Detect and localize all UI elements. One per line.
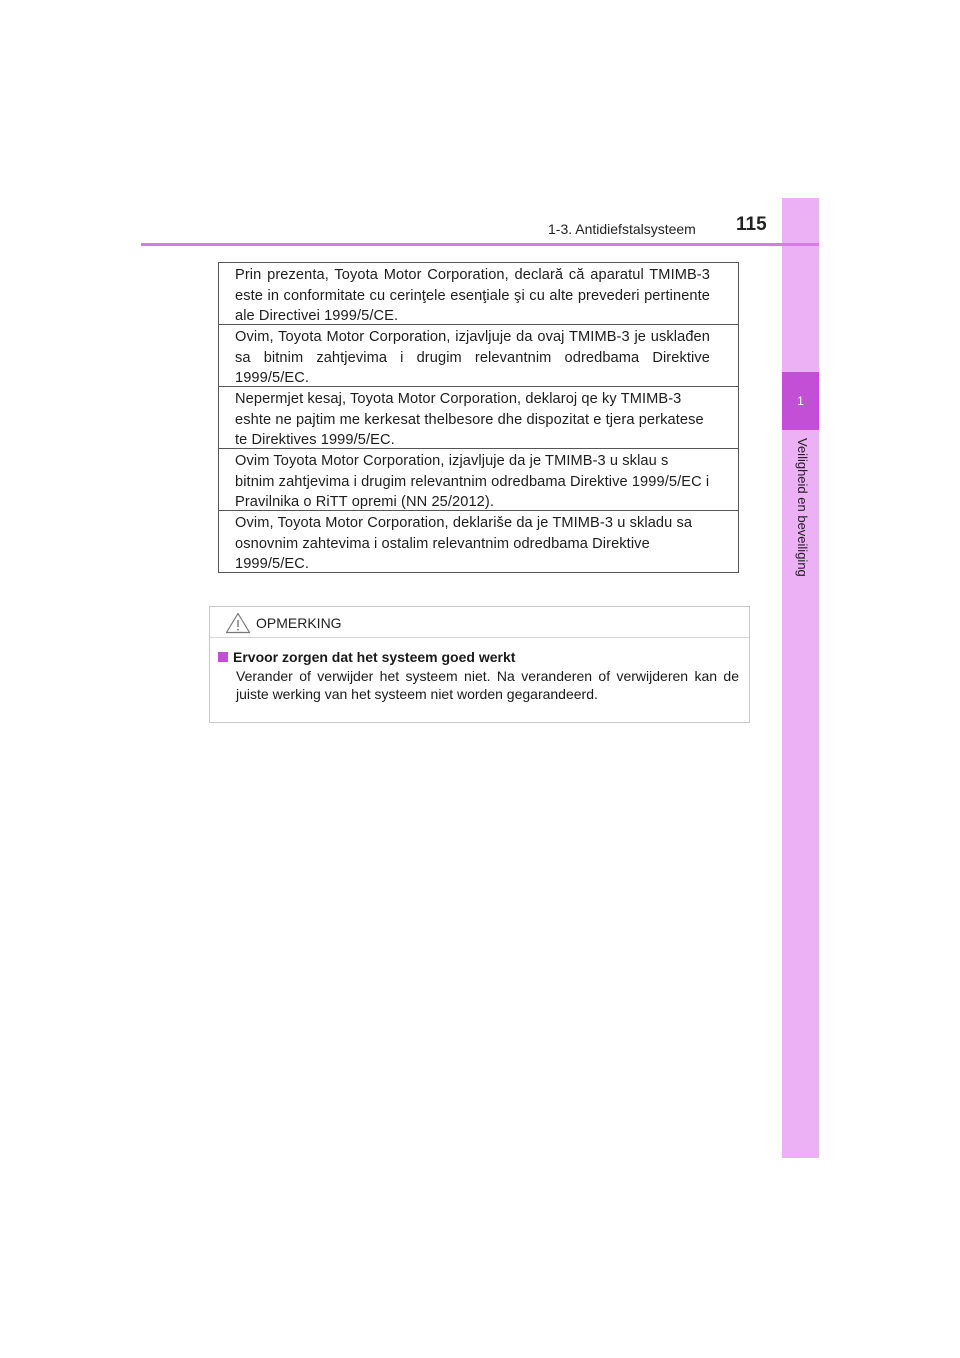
chapter-label: Veiligheid en beveiliging xyxy=(795,438,810,577)
notice-heading xyxy=(218,649,739,665)
chapter-number-box xyxy=(782,372,819,430)
warning-triangle-icon xyxy=(225,612,251,634)
notice-text: Verander of verwijder het systeem niet. Na veranderen of verwijderen kan de juiste werking van het systeem niet worden gegarandeerd. xyxy=(236,668,739,702)
declaration-bosnian: Ovim, Toyota Motor Corporation, izjavljuje da ovaj TMIMB-3 je usklađen sa bitnim zahtjevima i drugim relevantnim odredbama Direktive 1999/5/EC. xyxy=(219,325,738,387)
notice-body xyxy=(210,638,749,703)
chapter-label-container xyxy=(782,438,819,738)
page-number: 115 xyxy=(736,214,767,235)
declaration-croatian: Ovim Toyota Motor Corporation, izjavljuje da je TMIMB-3 u sklau s bitnim zahtjevima i drugim relevantnim odredbama Direktive 1999/5/EC i Pravilnika o RiTT opremi (NN 25/2012). xyxy=(219,449,738,511)
declaration-albanian: Nepermjet kesaj, Toyota Motor Corporation, deklaroj qe ky TMIMB-3 eshte ne pajtim me kerkesat thelbesore dhe dispozitat e tjera perkatese te Direktives 1999/5/EC. xyxy=(219,387,738,449)
chapter-number: 1 xyxy=(797,394,804,408)
declaration-table xyxy=(218,262,739,573)
bullet-square-icon xyxy=(218,652,228,662)
notice-title: OPMERKING xyxy=(256,615,342,631)
declaration-romanian: Prin prezenta, Toyota Motor Corporation, declară că aparatul TMIMB-3 este in conformitate cu cerinţele esenţiale şi cu alte prevederi pertinente ale Directivei 1999/5/CE. xyxy=(219,263,738,325)
notice-header xyxy=(210,607,749,638)
chapter-side-tab xyxy=(782,198,819,1158)
header-rule xyxy=(141,243,819,246)
section-title: 1-3. Antidiefstalsysteem xyxy=(548,221,696,237)
notice-box xyxy=(209,606,750,723)
notice-heading-text: Ervoor zorgen dat het systeem goed werkt xyxy=(233,649,516,665)
declaration-serbian: Ovim, Toyota Motor Corporation, deklariše da je TMIMB-3 u skladu sa osnovnim zahtevima i ostalim relevantnim odredbama Direktive 1999/5/EC. xyxy=(235,515,693,572)
